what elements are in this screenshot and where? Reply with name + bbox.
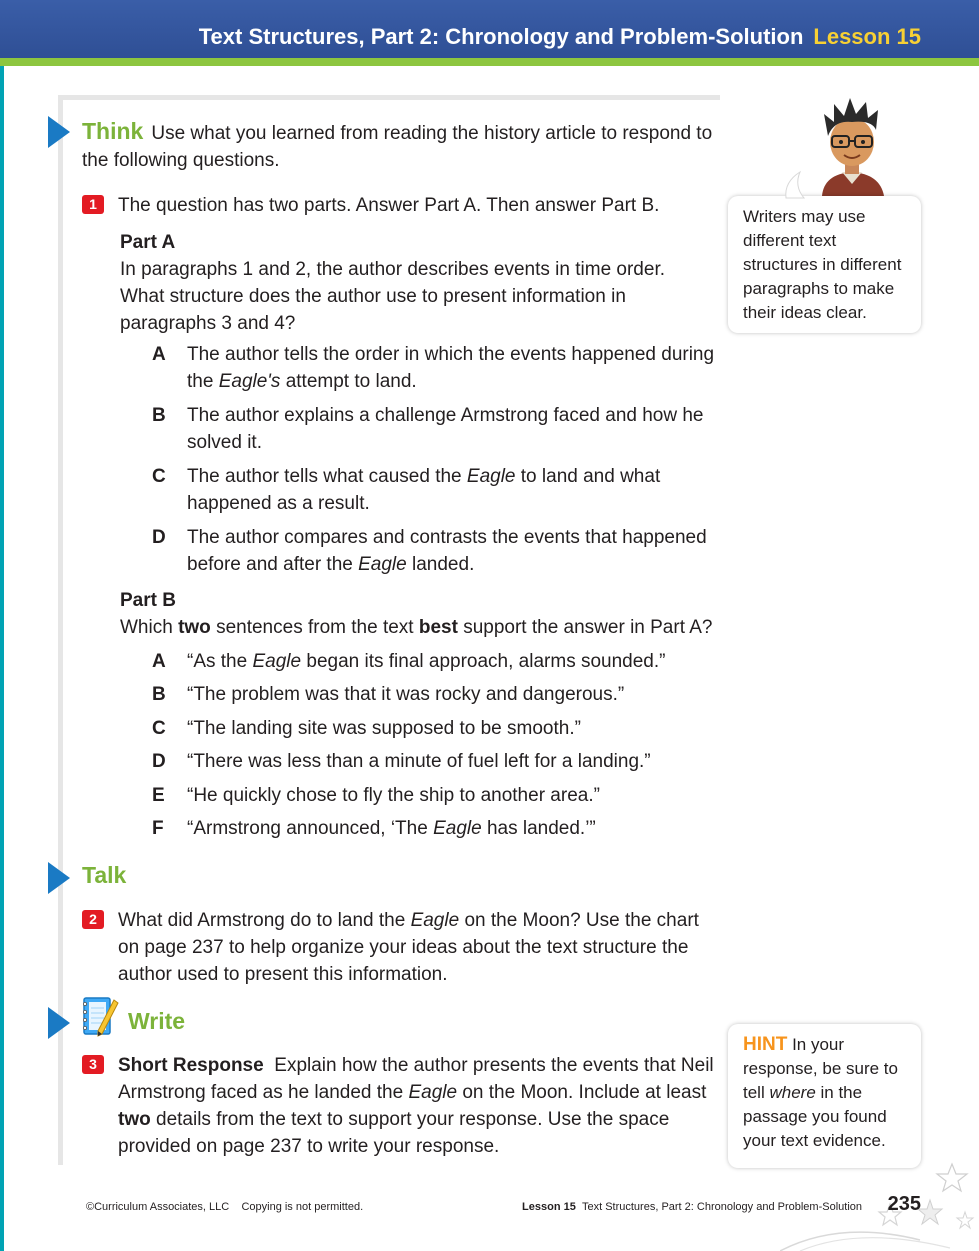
part-a-question: In paragraphs 1 and 2, the author describes events in time order. What structure does the author use to present information in paragraphs 3 and 4? <box>120 259 665 334</box>
question-2-prompt: What did Armstrong do to land the Eagle on the Moon? Use the chart on page 237 to help organize your ideas about the text structure the author used to present this information. <box>118 910 699 985</box>
question-2-badge: 2 <box>82 910 104 929</box>
talk-arrow-icon <box>48 862 70 894</box>
choice-text: “The problem was that it was rocky and dangerous.” <box>187 684 625 705</box>
part-a-heading: Part A <box>120 232 176 253</box>
part-b-question: Which two sentences from the text best support the answer in Part A? <box>120 617 713 638</box>
choice-text: “The landing site was supposed to be smooth.” <box>187 718 581 739</box>
choice-text: The author explains a challenge Armstrong faced and how he solved it. <box>187 405 704 453</box>
hint-label: HINT <box>743 1034 788 1055</box>
choice-letter: B <box>152 684 166 705</box>
choice-letter: D <box>152 751 166 772</box>
tip-speech-bubble <box>728 196 921 333</box>
write-arrow-icon <box>48 1007 70 1039</box>
think-arrow-icon <box>48 116 70 148</box>
choice-letter: D <box>152 527 166 548</box>
choice-letter: C <box>152 718 166 739</box>
choice-letter: F <box>152 818 164 839</box>
choice-text: The author compares and contrasts the events that happened before and after the Eagle landed. <box>187 527 707 575</box>
header-title <box>199 24 921 50</box>
think-heading: Think <box>82 118 144 144</box>
tip-text: Writers may use different text structures in different paragraphs to make their ideas clear. <box>743 207 902 322</box>
question-1-prompt: The question has two parts. Answer Part A. Then answer Part B. <box>118 195 660 216</box>
choice-text: “As the Eagle began its final approach, alarms sounded.” <box>187 651 666 672</box>
think-intro <box>82 118 722 174</box>
choice-letter: E <box>152 785 165 806</box>
question-3-prompt: Short Response Explain how the author presents the events that Neil Armstrong faced as he landed the Eagle on the Moon. Include at least two details from the text to support your response. Use the space provided on page 237 to write your response. <box>118 1055 714 1157</box>
header-accent-stripe <box>0 58 979 66</box>
hint-box <box>728 1024 921 1168</box>
short-response-label: Short Response <box>118 1055 264 1076</box>
left-edge-rule <box>0 66 4 1251</box>
choice-text: “Armstrong announced, ‘The Eagle has landed.’” <box>187 818 596 839</box>
header-lesson: Lesson 15 <box>813 24 921 49</box>
choice-letter: C <box>152 466 166 487</box>
choice-letter: A <box>152 344 166 365</box>
choice-text: “There was less than a minute of fuel left for a landing.” <box>187 751 651 772</box>
choice-text: The author tells what caused the Eagle to land and what happened as a result. <box>187 466 661 514</box>
choice-text: “He quickly chose to fly the ship to another area.” <box>187 785 600 806</box>
notebook-pencil-icon <box>80 994 120 1040</box>
footer-lesson-title: Lesson 15 Text Structures, Part 2: Chronology and Problem-Solution <box>522 1201 862 1213</box>
header-title-text: Text Structures, Part 2: Chronology and Problem-Solution <box>198 24 804 49</box>
choice-text: The author tells the order in which the events happened during the Eagle's attempt to land. <box>187 344 715 392</box>
think-intro-text: Use what you learned from reading the history article to respond to the following questions. <box>82 123 713 171</box>
page-number: 235 <box>887 1193 921 1215</box>
part-b-heading: Part B <box>120 590 176 611</box>
choice-letter: B <box>152 405 166 426</box>
speech-bubble-tail-icon <box>778 170 808 200</box>
question-1-badge: 1 <box>82 195 104 214</box>
footer-copyright: ©Curriculum Associates, LLC Copying is not permitted. <box>86 1201 364 1213</box>
hint-text: In your response, be sure to tell where in the passage you found your text evidence. <box>743 1035 898 1150</box>
write-heading: Write <box>128 1008 186 1034</box>
choice-letter: A <box>152 651 166 672</box>
question-3-badge: 3 <box>82 1055 104 1074</box>
student-avatar <box>812 96 892 196</box>
talk-heading: Talk <box>82 862 127 888</box>
